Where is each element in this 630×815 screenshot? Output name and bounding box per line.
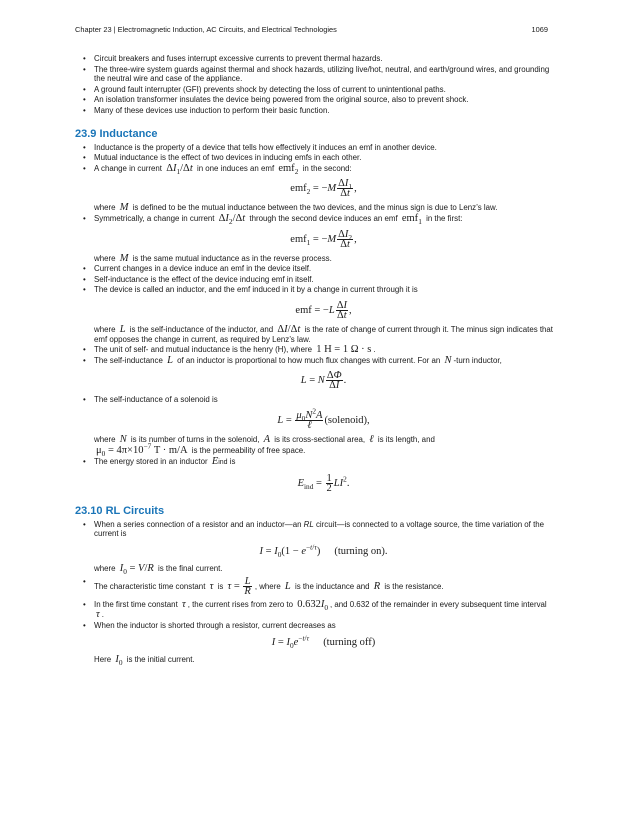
intro-bullet-list [75,54,553,116]
inductance-bullet-list [75,143,553,493]
list-item: • The unit of self- and mutual inductance is the henry (H), where 1 H = 1 Ω · s . [75,345,553,355]
equation-emf1: emf$_1$ = −M $\frac{\Delta I_2}{\Delta t}$ , [290,228,357,250]
page-content [75,54,553,666]
equation-energy: $E_{ind}$ = $\frac{1}{2}$ $LI^2$. [297,472,350,494]
list-item: • The three-wire system guards against thermal and shock hazards, utilizing live/hot, neutral, and earth/ground wires, and grounding the neutral wire and case of the appliance. [75,65,553,84]
list-item: • An isolation transformer insulates the device being powered from the original source, also to prevent shock. [75,95,553,105]
list-item: • When a series connection of a resistor and an inductor—an RL circuit—is connected to a voltage source, the time variation of the current is $I = I_0(1 - e^{-t/\tau})$ (turning on). where $I_0 = V/R$ is the final current. [75,520,553,574]
list-item: • In the first time constant τ , the current rises from zero to $0.632I_0$ , and 0.632 of the remainder in every subsequent time interval τ . [75,600,553,619]
list-item: • The self-inductance L of an inductor is proportional to how much flux changes with current. For an N -turn inductor, L = N $\frac{\Delta\Phi}{\Delta I}$ . [75,356,553,391]
list-item: • Mutual inductance is the effect of two devices in inducing emfs in each other. [75,153,553,163]
list-item: • When the inductor is shorted through a resistor, current decreases as $I = I_0e^{-t/\tau}$ (turning off) Here $I_0$ is the initial current. [75,621,553,665]
equation-turning-off: $I = I_0e^{-t/\tau}$ (turning off) [271,633,376,651]
list-item: • Current changes in a device induce an emf in the device itself. [75,264,553,274]
equation-emf2: emf$_2$ = −M $\frac{\Delta I_1}{\Delta t}$ , [290,178,357,200]
equation-inductance-flux: L = N $\frac{\Delta\Phi}{\Delta I}$ . [300,370,347,392]
rl-bullet-list [75,519,553,668]
list-item: • Many of these devices use induction to perform their basic function. [75,106,553,116]
list-item: • The characteristic time constant τ is τ = $\frac{L}{R}$ , where L is the inductance and R is the resistance. [75,577,553,596]
list-item: • The self-inductance of a solenoid is L = $\frac{\mu_0N^2A}{\text{ℓ}}$ (solenoid), where N is its number of turns in the solenoid, A is its cross-sectional area, ℓ is its length, and $\mu_0 = 4\pi\times 10^{-7}$ T · m/A is the permeability of free space. [75,395,553,456]
section-heading-inductance: 23.9 Inductance [75,127,158,140]
list-item: • A change in current $\Delta I_1/\Delta t$ in one induces an emf emf$_2$ in the second: emf$_2$ = −M $\frac{\Delta I_1}{\Delta t}$ , where M is defined to be the mutual inductance between the two devices, and the minus sign is due to Lenz’s law. [75,164,553,213]
page-number: 1069 [531,25,548,34]
equation-turning-on: $I = I_0(1 - e^{-t/\tau})$ (turning on). [259,542,388,559]
equation-solenoid: L = $\frac{\mu_0N^2A}{\text{ℓ}}$ (solenoid), [277,406,370,431]
list-item: • Inductance is the property of a device that tells how effectively it induces an emf in another device. [75,143,553,153]
chapter-title: Chapter 23 | Electromagnetic Induction, AC Circuits, and Electrical Technologies [75,25,337,34]
list-item: • Symmetrically, a change in current $\Delta I_2/\Delta t$ through the second device induces an emf emf$_1$ in the first: emf$_1$ = −M $\frac{\Delta I_2}{\Delta t}$ , where M is the same mutual inductance as in the reverse process. [75,214,553,263]
list-item: • The energy stored in an inductor Eind is $E_{ind}$ = $\frac{1}{2}$ $LI^2$. [75,457,553,493]
list-item: • A ground fault interrupter (GFI) prevents shock by detecting the loss of current to unintentional paths. [75,85,553,95]
page-header [75,25,548,37]
list-item: • The device is called an inductor, and the emf induced in it by a change in current through it is emf = −L $\frac{\Delta I}{\Delta t}$ , where L is the self-inductance of the inductor, and ΔI/Δt is the rate of change of current through it. The minus sign indicates that emf opposes the change in current, as required by Lenz’s law. [75,285,553,344]
list-item: • Circuit breakers and fuses interrupt excessive currents to prevent thermal hazards. [75,54,553,64]
equation-self-emf: emf = −L $\frac{\Delta I}{\Delta t}$ , [295,299,352,321]
list-item: • Self-inductance is the effect of the device inducing emf in itself. [75,275,553,285]
section-heading-rl-circuits: 23.10 RL Circuits [75,504,165,517]
